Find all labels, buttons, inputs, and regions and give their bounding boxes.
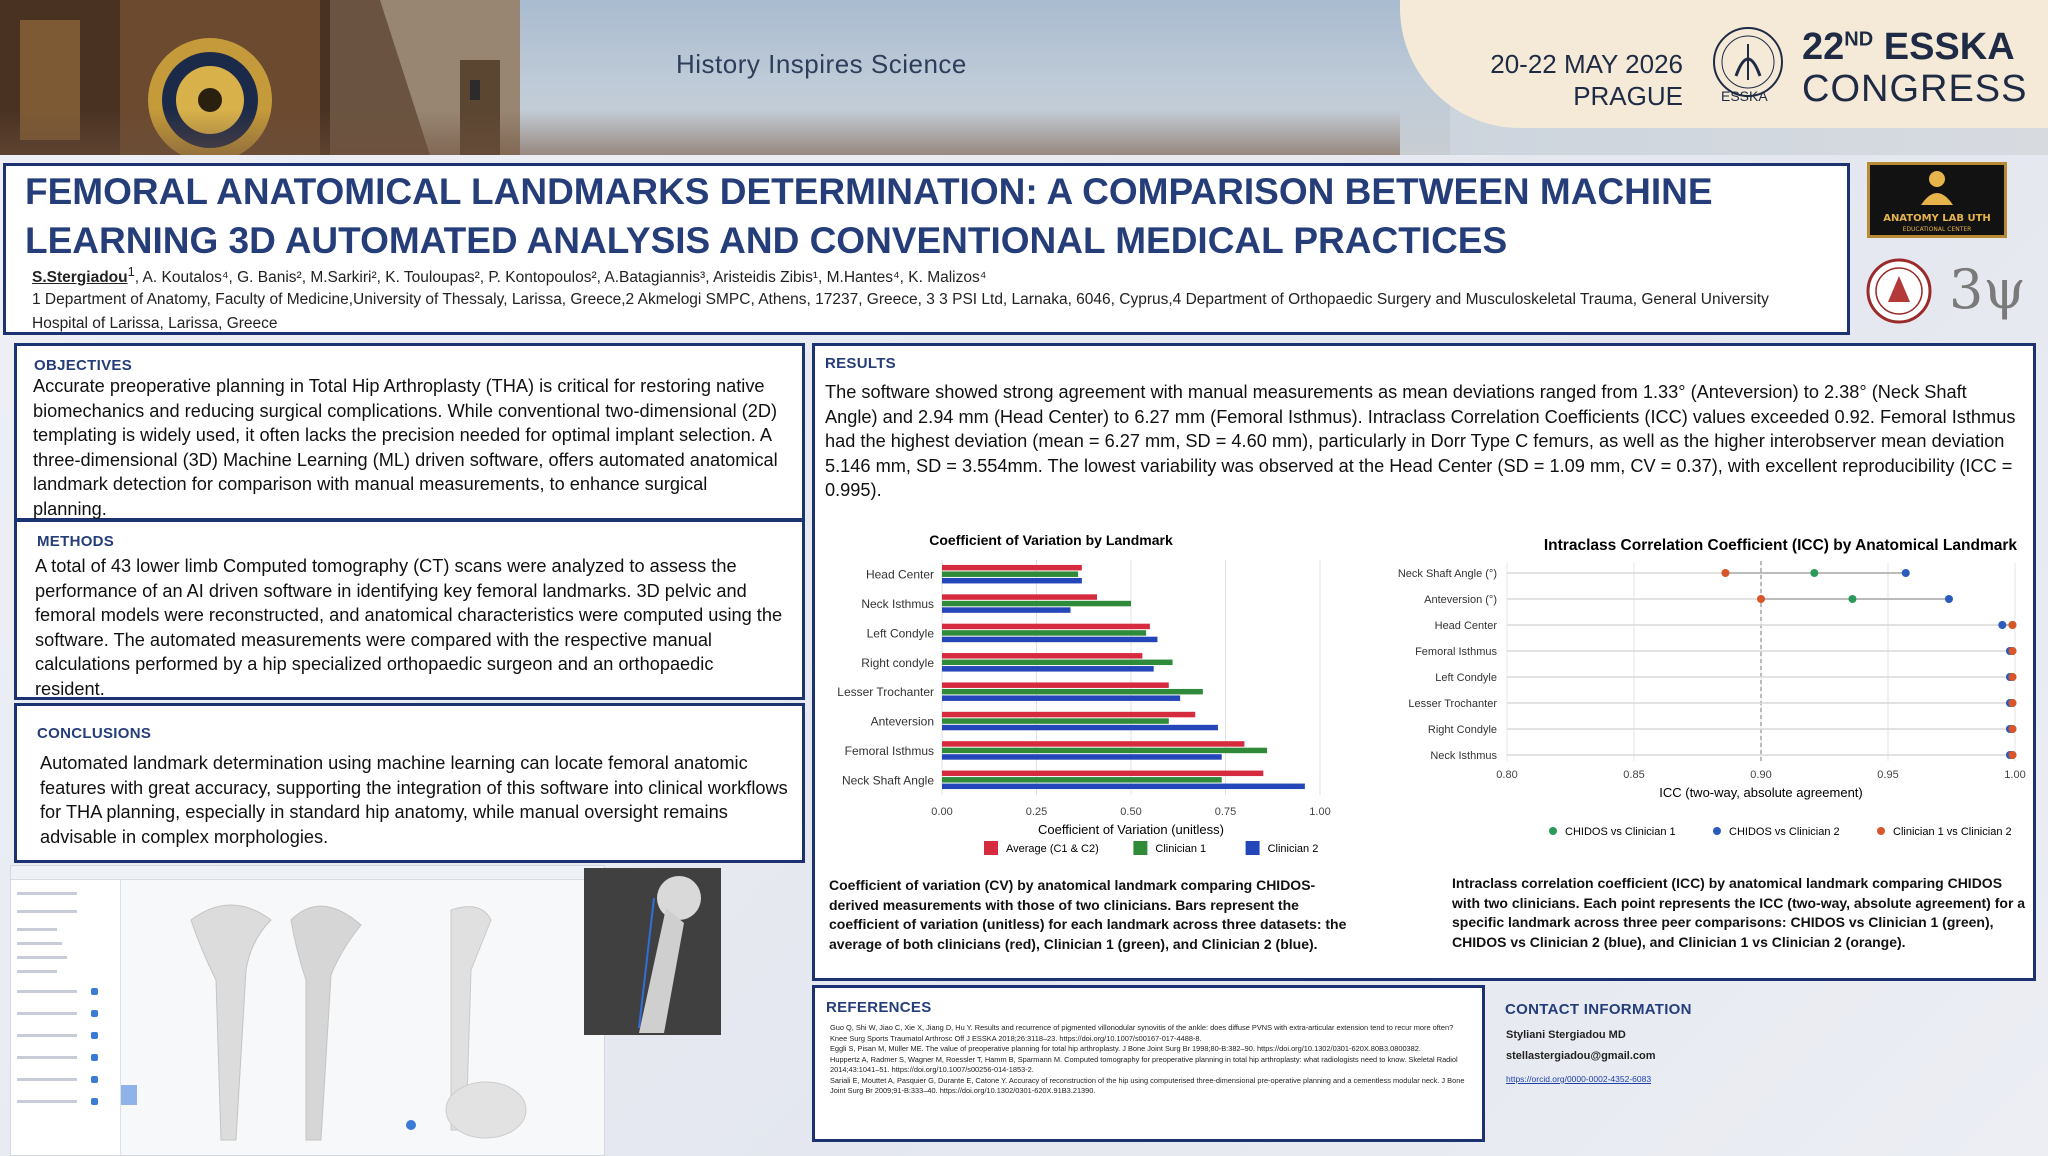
cv-chart-title: Coefficient of Variation by Landmark: [929, 532, 1173, 548]
icc-point: [2008, 699, 2016, 707]
icc-point: [1721, 569, 1729, 577]
cv-category-label: Anteversion: [870, 714, 934, 729]
congress-banner: [0, 0, 2048, 155]
cv-category-label: Neck Isthmus: [861, 597, 934, 612]
icc-x-tick-label: 0.85: [1623, 769, 1645, 781]
cv-bar: [942, 718, 1169, 724]
contact-name: Styliani Stergiadou MD: [1506, 1029, 1626, 1041]
congress-number: [1802, 26, 2015, 69]
icc-point: [1810, 569, 1818, 577]
coauthors: , A. Koutalos⁴, G. Banis², M.Sarkiri², K. Touloupas², P. Kontopoulos², A.Batagiannis³, Aristeidis Zibis¹, M.Hantes⁴, K. Malizos⁴: [134, 269, 987, 287]
congress-word: CONGRESS: [1802, 68, 2028, 110]
esska-logo-label: ESSKA: [1721, 88, 1768, 104]
cv-bar: [942, 689, 1203, 695]
cv-x-tick-label: 0.00: [931, 806, 953, 818]
cv-bar: [942, 578, 1082, 584]
methods-heading: METHODS: [37, 533, 115, 550]
icc-dot-chart: [1385, 525, 2035, 845]
contact-heading: CONTACT INFORMATION: [1505, 1001, 1692, 1018]
icc-legend-dot: [1713, 827, 1721, 835]
icc-chart-caption: Intraclass correlation coefficient (ICC) by anatomical landmark comparing CHIDOS with two clinicians. Each point represents the ICC (two-way, absolute agreement) for a specific landmark across three peer comparisons: CHIDOS vs Clinician 1 (green), CHIDOS vs Clinician 2 (blue), and Clinician 1 vs Clinician 2 (orange).: [1452, 875, 2026, 950]
icc-point: [1757, 595, 1765, 603]
icc-category-label: Lesser Trochanter: [1408, 698, 1497, 710]
references-list: [830, 1023, 1470, 1097]
screenshot-toolbar: [11, 866, 604, 880]
banner-tagline: History Inspires Science: [676, 49, 967, 79]
cv-bar: [942, 771, 1263, 777]
cv-chart-caption: Coefficient of variation (CV) by anatomical landmark comparing CHIDOS-derived measurements with those of two clinicians. Bars represent the coefficient of variation (unitless) for each landmark across three datasets: the average of both clinicians (red), Clinician 1 (green), and Clinician 2 (blue).: [829, 877, 1347, 952]
cv-legend-label: Average (C1 & C2): [1006, 843, 1099, 855]
reference-item: Eggli S, Pisan M, Müller ME. The value of preoperative planning for total hip arthroplasty. J Bone Joint Surg Br 1998;80-B:382–90. https://doi.org/10.1302/0301-620X.80B3.0800382.: [830, 1044, 1421, 1053]
congress-number-suffix: ND: [1844, 28, 1874, 51]
anatomy-lab-figure-icon: [1870, 165, 2004, 211]
conclusions-heading: CONCLUSIONS: [37, 725, 152, 742]
reference-item: Guo Q, Shi W, Jiao C, Xie X, Jiang D, Hu Y. Results and recurrence of pigmented villonodular synovitis of the ankle: does diffuse PVNS with extra-articular extension tend to recur more often? Knee Surg Sports Traumatol Arthrosc Off J ESSKA 2018;26:3118–23. https://doi.org/10.1007/s00167-017-4488-8.: [830, 1023, 1454, 1043]
congress-date: 20-22 MAY 2026: [1490, 49, 1683, 79]
psi-logo: 3ψ: [1949, 258, 2026, 321]
references-heading: REFERENCES: [826, 999, 932, 1016]
cv-legend-swatch: [1246, 841, 1260, 855]
congress-name: ESSKA: [1883, 26, 2015, 68]
screenshot-sidebar: [11, 880, 121, 1156]
icc-x-axis-label: ICC (two-way, absolute agreement): [1659, 785, 1863, 800]
cv-legend-label: Clinician 2: [1267, 843, 1319, 855]
software-screenshot: [10, 865, 605, 1156]
reference-item: Huppertz A, Radmer S, Wagner M, Roessler T, Hamm B, Sparmann M. Computed tomography for preoperative planning in total hip arthroplasty: what radiologists need to know. Skeletal Radiol 2014;43:1041–51. https://doi.org/10.1007/s00256-014-1853-2.: [830, 1054, 1458, 1074]
icc-x-tick-label: 0.95: [1877, 769, 1899, 781]
cv-category-label: Right condyle: [861, 655, 934, 670]
results-heading: RESULTS: [825, 355, 896, 372]
cv-bar: [942, 748, 1267, 754]
cv-bar: [942, 712, 1195, 718]
author-list: [32, 264, 1832, 287]
icc-category-label: Anteversion (°): [1424, 594, 1497, 606]
cv-bar: [942, 660, 1173, 666]
cv-bar: [942, 777, 1222, 783]
cv-bar: [942, 637, 1157, 643]
title-line-2: LEARNING 3D AUTOMATED ANALYSIS AND CONVENTIONAL MEDICAL PRACTICES: [25, 220, 1508, 261]
anatomy-lab-logo: [1867, 162, 2007, 238]
presenting-author-sup: 1: [127, 264, 135, 279]
poster-title: [25, 167, 1825, 265]
icc-point: [2008, 751, 2016, 759]
cv-legend-swatch: [984, 841, 998, 855]
cv-x-tick-label: 0.25: [1025, 806, 1048, 818]
icc-point: [2008, 647, 2016, 655]
femur-ct-figure: [584, 868, 721, 1035]
orcid-link[interactable]: https://orcid.org/0000-0002-4352-6083: [1506, 1074, 1652, 1084]
cv-bar: [942, 601, 1131, 607]
cv-legend-swatch: [1133, 841, 1147, 855]
objectives-text: Accurate preoperative planning in Total Hip Arthroplasty (THA) is critical for restoring native biomechanics and reducing surgical complications. While conventional two-dimensional (2D) templating is widely used, it often lacks the precision needed for optimal implant selection. A three-dimensional (3D) Machine Learning (ML) driven software, offers automated anatomical landmark detection for comparison with manual measurements, to enhance surgical planning.: [33, 376, 778, 519]
icc-point: [2008, 673, 2016, 681]
cv-bar: [942, 695, 1180, 701]
cv-category-label: Left Condyle: [866, 626, 934, 641]
cv-bar: [942, 754, 1222, 760]
cv-category-label: Head Center: [865, 567, 934, 582]
cv-category-label: Femoral Isthmus: [844, 743, 934, 758]
icc-x-tick-label: 0.80: [1496, 769, 1518, 781]
cv-bar: [942, 571, 1078, 577]
cv-x-tick-label: 0.75: [1214, 806, 1237, 818]
cv-bar: [942, 565, 1082, 571]
methods-text: A total of 43 lower limb Computed tomography (CT) scans were analyzed to assess the performance of an AI driven software in identifying key femoral landmarks. 3D pelvic and femoral models were reconstructed, and anatomical characteristics were computed using the software. The automated measurements were compared with the respective manual calculations performed by a hip specialized orthopaedic surgeon and an orthopaedic resident.: [35, 556, 783, 699]
icc-point: [1945, 595, 1953, 603]
cv-bar: [942, 666, 1154, 672]
icc-category-label: Neck Isthmus: [1430, 750, 1497, 762]
conclusions-text: Automated landmark determination using machine learning can locate femoral anatomic features with great accuracy, supporting the integration of this software into clinical workflows for THA planning, especially in standard hip anatomy, while manual oversight remains advisable in complex morphologies.: [40, 753, 788, 847]
cv-bar: [942, 630, 1146, 636]
rooftops: [0, 110, 1400, 155]
reference-item: Sariali E, Mouttet A, Pasquier G, Durante E, Catone Y. Accuracy of reconstruction of the hip using computerised three-dimensional pre-operative planning and a cementless modular neck. J Bone Joint Surg Br 2009;91-B:333–40. https://doi.org/10.1302/0301-620X.91B3.21390.: [830, 1075, 1465, 1095]
icc-category-label: Right Condyle: [1427, 724, 1497, 736]
icc-legend-dot: [1549, 827, 1557, 835]
cv-bar: [942, 624, 1150, 630]
cv-x-tick-label: 1.00: [1309, 806, 1331, 818]
cv-bar: [942, 653, 1142, 659]
objectives-heading: OBJECTIVES: [34, 357, 133, 374]
icc-legend-label: CHIDOS vs Clinician 2: [1729, 826, 1840, 838]
cv-x-axis-label: Coefficient of Variation (unitless): [1038, 822, 1224, 837]
congress-number-digits: 22: [1802, 26, 1845, 68]
icc-chart-title: Intraclass Correlation Coefficient (ICC) by Anatomical Landmark: [1543, 537, 2017, 554]
icc-point: [1848, 595, 1856, 603]
cv-x-tick-label: 0.50: [1120, 806, 1142, 818]
cv-bar-chart: [812, 525, 1342, 865]
anatomy-lab-subtitle: EDUCATIONAL CENTER: [1902, 226, 1972, 233]
cv-category-label: Neck Shaft Angle: [841, 773, 934, 788]
congress-city: PRAGUE: [1573, 81, 1683, 111]
icc-legend-label: CHIDOS vs Clinician 1: [1565, 826, 1676, 838]
cv-bar: [942, 682, 1169, 688]
icc-point: [2008, 725, 2016, 733]
title-line-1: FEMORAL ANATOMICAL LANDMARKS DETERMINATION: A COMPARISON BETWEEN MACHINE: [25, 171, 1713, 212]
icc-category-label: Left Condyle: [1435, 672, 1497, 684]
icc-point: [1998, 621, 2006, 629]
icc-category-label: Neck Shaft Angle (°): [1397, 568, 1497, 580]
cv-bar: [942, 784, 1305, 790]
results-text: The software showed strong agreement with manual measurements as mean deviations ranged from 1.33° (Anteversion) to 2.38° (Neck Shaft Angle) and 2.94 mm (Head Center) to 6.27 mm (Femoral Isthmus). Intraclass Correlation Coefficients (ICC) values exceeded 0.92. Femoral Isthmus had the highest deviation (mean = 6.27 mm, SD = 4.60 mm), particularly in Dorr Type C femurs, as well as the higher interobserver mean deviation 5.146 mm, SD = 3.554mm. The lowest variability was observed at the Head Center (SD = 1.09 mm, CV = 0.37), with excellent reproducibility (ICC = 0.995).: [825, 382, 2016, 501]
icc-x-tick-label: 0.90: [1750, 769, 1772, 781]
cv-legend-label: Clinician 1: [1155, 843, 1207, 855]
presenting-author: S.Stergiadou: [32, 269, 128, 287]
cv-bar: [942, 725, 1218, 731]
contact-email[interactable]: stellastergiadou@gmail.com: [1506, 1050, 1656, 1062]
icc-point: [2008, 621, 2016, 629]
cv-bar: [942, 607, 1071, 613]
cv-bar: [942, 741, 1244, 747]
icc-legend-dot: [1877, 827, 1885, 835]
icc-category-label: Femoral Isthmus: [1415, 646, 1497, 658]
icc-category-label: Head Center: [1434, 620, 1497, 632]
cv-category-label: Lesser Trochanter: [837, 685, 934, 700]
university-seal-icon: [1866, 258, 1932, 324]
femur-ct-image: [584, 868, 721, 1035]
icc-point: [1902, 569, 1910, 577]
cv-bar: [942, 594, 1097, 600]
icc-x-tick-label: 1.00: [2004, 769, 2026, 781]
femur-3d-render: [121, 880, 605, 1156]
icc-legend-label: Clinician 1 vs Clinician 2: [1893, 826, 2012, 838]
affiliations: 1 Department of Anatomy, Faculty of Medicine,University of Thessaly, Larissa, Greece,2 Akmelogi SMPC, Athens, 17237, Greece, 3 3 PSI Ltd, Larnaka, 6046, Cyprus,4 Department of Orthopaedic Surgery and Musculoskeletal Trauma, General University Hospital of Larissa, Larissa, Greece: [32, 291, 1769, 332]
anatomy-lab-title: ANATOMY LAB UTH: [1883, 213, 1991, 224]
